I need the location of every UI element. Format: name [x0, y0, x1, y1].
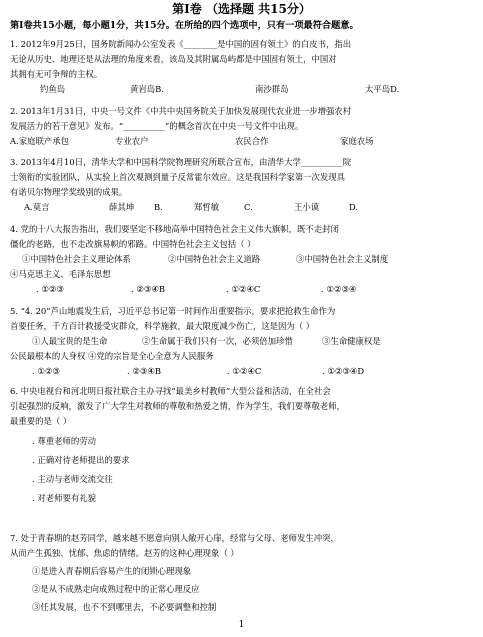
option: . ②③④B: [131, 284, 166, 294]
statement: ②中国特色社会主义道路: [168, 254, 261, 264]
question-text-line: 士领衔的实验团队，从实验上首次观测到量子反常霍尔效应。这是我国科学家第一次发现具: [10, 172, 345, 182]
option: 太平岛D.: [365, 84, 400, 94]
question-text-line: 1. 2012年9月25日，国务院新闻办公室发表《________是中国的固有领土》的白皮书，指出: [10, 39, 352, 49]
question-text-line: 其拥有无可争辩的主权。: [10, 69, 103, 79]
question-text-line: 5. “4. 20”芦山地震发生后，习近平总书记第一时间作出重要指示，要求把抢救生命作为: [10, 306, 336, 316]
statement: ④马克思主义、毛泽东思想: [10, 269, 111, 279]
option: C.: [244, 202, 253, 212]
section-instructions: 第Ⅰ卷共15小题，每小题1分，共15分。在所给的四个选项中，只有一项最符合题意。: [10, 20, 359, 31]
question-7: [10, 531, 475, 615]
question-text-line: 7. 处于青春期的赵芳同学，越来越不愿意向别人敞开心扉，经常与父母、老师发生冲突，: [10, 533, 339, 543]
question-text-line: 3. 2013年4月10日，清华大学和中国科学院物理研究所联合宣布，由清华大学__________院: [10, 157, 352, 167]
option: . 对老师要有礼貌: [32, 493, 96, 503]
question-text-line: 引起强烈的反响，激发了广大学生对教师的尊敬和热爱之情，作为学生，我们要尊敬老师，: [10, 401, 345, 411]
option: 农民合作: [235, 136, 269, 146]
option: . ①②③④: [321, 284, 357, 294]
question-6: [10, 384, 475, 506]
statement: ①人最宝贵的是生命: [32, 336, 108, 346]
option: 黄岩岛B.: [130, 84, 164, 94]
question-text-line: 僵化的老路，也不走改旗易帜的邪路。中国特色社会主义包括（ ）: [10, 239, 256, 249]
question-3: [10, 155, 475, 215]
question-text-line: 首要任务，千方百计救援受灾群众，科学施救，最大限度减少伤亡，这是因为（ ）: [10, 321, 315, 331]
statement: ③生命健康权是: [322, 336, 381, 346]
option: . ①②③: [36, 284, 64, 294]
answer-options: [10, 282, 475, 297]
answer-options: [10, 134, 475, 149]
option: 钓鱼岛: [40, 84, 66, 94]
option: B.: [154, 202, 163, 212]
option: . ①②④C: [227, 366, 262, 376]
question-text-line: 从而产生孤独、忧郁、焦虑的情绪。赵芳的这种心理现象（ ）: [10, 548, 239, 558]
option: . ①②③: [32, 366, 60, 376]
page-number: 1: [238, 620, 245, 630]
option: A.家庭联产承包: [10, 136, 69, 146]
question-text-line: 无论从历史、地理还是从法理的角度来看，该岛及其附属岛屿都是中国固有领土，中国对: [10, 54, 337, 64]
statement: 公民最根本的人身权 ④党的宗旨是全心全意为人民服务: [10, 351, 214, 361]
option: . ②③④B: [127, 366, 162, 376]
question-text-line: 6. 中央电视台和河北明日报社联合主办寻找“最美乡村教师”大型公益和活动，在全社会: [10, 386, 331, 396]
statement-items: [10, 252, 475, 267]
question-text-line: 2. 2013年1月31日，中央一号文件《中共中央国务院关于加快发展现代农业进一步增强农村: [10, 106, 352, 116]
option: D.: [349, 202, 359, 212]
statement: ①中国特色社会主义理论体系: [22, 254, 131, 264]
question-5: [10, 304, 475, 379]
option: 郑哲敏: [194, 202, 220, 212]
question-4: [10, 222, 475, 297]
option: . ①②③④D: [322, 366, 365, 376]
statement: ②是从不成熟走向成熟过程中的正常心理反应: [32, 584, 200, 594]
question-text-line: 有诺贝尔物理学奖级别的成果。: [10, 187, 128, 197]
option: . 主动与老师交流交往: [32, 474, 113, 484]
question-2: [10, 104, 475, 149]
statement: ③中国特色社会主义制度: [296, 254, 389, 264]
answer-options: [10, 364, 475, 379]
answer-options: [10, 200, 475, 215]
section-title: 第Ⅰ卷 （选择题 共15分）: [172, 2, 311, 16]
answer-options: [10, 82, 475, 97]
option: A.莫言: [24, 202, 50, 212]
option: 王小谟: [294, 202, 320, 212]
option: . 正确对待老师提出的要求: [32, 455, 130, 465]
option: 家庭农场: [340, 136, 374, 146]
option: . ①②④C: [226, 284, 261, 294]
question-text-line: 最重要的是（ ）: [10, 416, 72, 426]
option: . 尊重老师的劳动: [32, 436, 96, 446]
statement: ②生命属于我们只有一次，必须倍加珍惜: [142, 336, 293, 346]
question-1: [10, 37, 475, 97]
option: 南沙群岛: [255, 84, 289, 94]
question-text-line: 发展活力的若干意见》发布。“__________”的概念首次在中央一号文件中出现。: [10, 121, 304, 131]
option: 专业农户: [115, 136, 149, 146]
statement: ③任其发展，也不不到哪里去，不必要调整和控制: [32, 602, 217, 612]
option: 薛其坤: [109, 202, 135, 212]
statement-items: [10, 334, 475, 349]
statement: ①是进入青春期后容易产生的闭锁心理现象: [32, 566, 192, 576]
question-text-line: 4. 党的十八大报告指出，我们要坚定不移地高举中国特色社会主义伟大旗帜，既不走封闭: [10, 224, 339, 234]
